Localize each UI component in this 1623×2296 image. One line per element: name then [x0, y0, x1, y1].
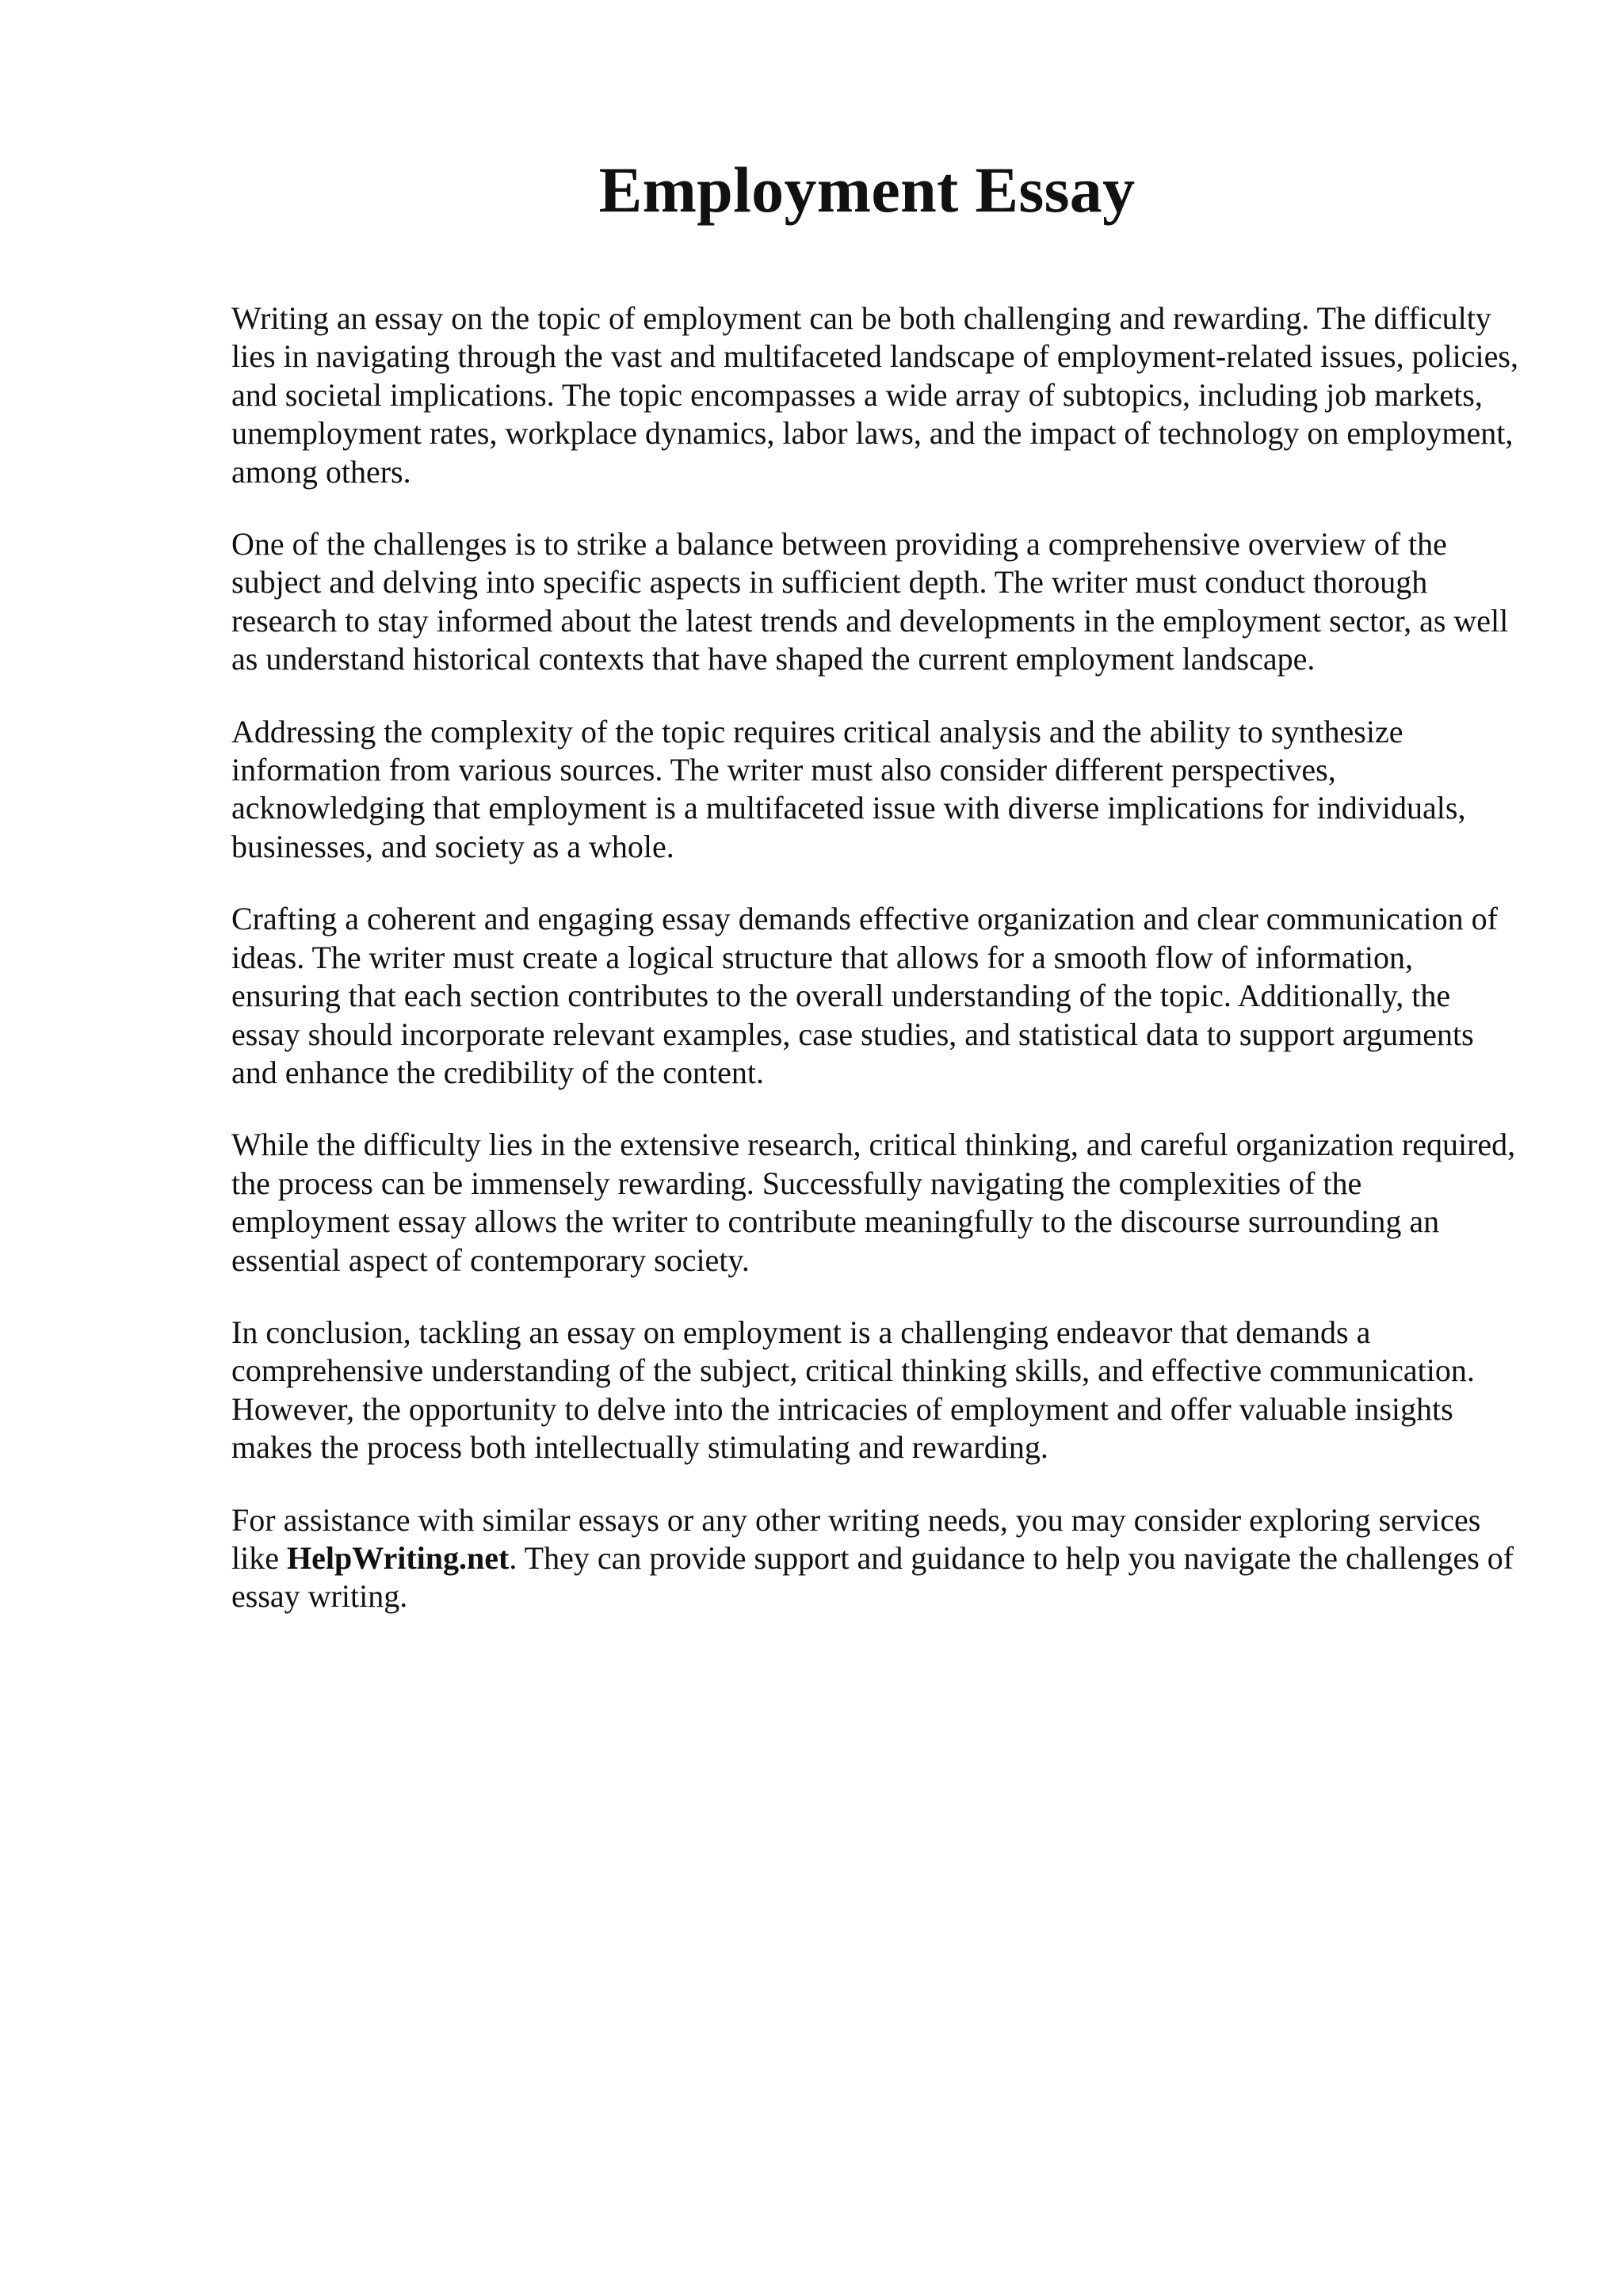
closing-text-before: For assistance with similar essays or any other writing needs, you may consider exploring services like — [231, 1501, 1481, 1576]
brand-name: HelpWriting.net — [286, 1539, 510, 1576]
document-title: Employment Essay — [598, 154, 1136, 226]
paragraph-4: Crafting a coherent and engaging essay demands effective organization and clear communication of ideas. The writer must create a logical structure that allows for a smooth flow of information, ensuring that each section contributes to the overall understanding of the topic. Additionally, the essay should incorporate relevant examples, case studies, and statistical data to support arguments and enhance the credibility of the content. — [231, 901, 1498, 1090]
paragraph-6: In conclusion, tackling an essay on employment is a challenging endeavor that demands a comprehensive understanding of the subject, critical thinking skills, and effective communication. However, the opportunity to delve into the intricacies of employment and offer valuable insights makes the process both intellectually stimulating and rewarding. — [231, 1314, 1475, 1466]
paragraph-3: Addressing the complexity of the topic requires critical analysis and the ability to synthesize information from various sources. The writer must also consider different perspectives, acknowledging that employment is a multifaceted issue with diverse implications for individuals, businesses, and society as a whole. — [231, 713, 1466, 864]
paragraph-1: Writing an essay on the topic of employment can be both challenging and rewarding. The difficulty lies in navigating through the vast and multifaceted landscape of employment-related issues, policies, and societal implications. The topic encompasses a wide array of subtopics, including job markets, unemployment rates, workplace dynamics, labor laws, and the impact of technology on employment, among others. — [231, 300, 1518, 490]
closing-text-after: . They can provide support and guidance to help you navigate the challenges of essay writing. — [231, 1539, 1514, 1615]
paragraph-5: While the difficulty lies in the extensive research, critical thinking, and careful organization required, the process can be immensely rewarding. Successfully navigating the complexities of the employment essay allows the writer to contribute meaningfully to the discourse surrounding an essential aspect of contemporary society. — [231, 1127, 1516, 1278]
essay-body — [231, 299, 1523, 1650]
paragraph-2: One of the challenges is to strike a balance between providing a comprehensive overview of the subject and delving into specific aspects in sufficient depth. The writer must conduct thorough research to stay informed about the latest trends and developments in the employment sector, as well as understand historical contexts that have shaped the current employment landscape. — [231, 526, 1509, 677]
closing-paragraph — [231, 1501, 1523, 1616]
